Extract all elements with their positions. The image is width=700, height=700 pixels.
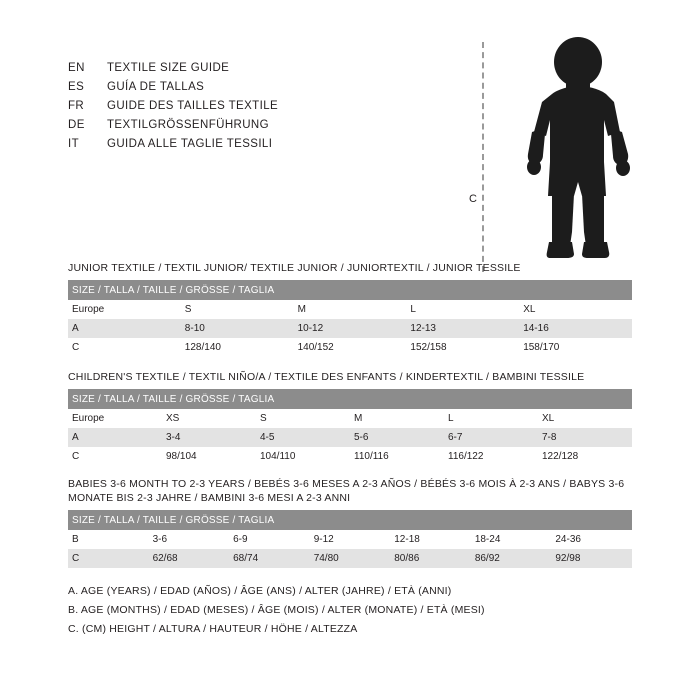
table-row — [68, 338, 632, 357]
cell: 80/86 — [390, 549, 471, 568]
babies-size-table — [68, 510, 632, 568]
section-title: BABIES 3-6 MONTH TO 2-3 YEARS / BEBÉS 3-6 MESES A 2-3 AÑOS / BÉBÉS 3-6 MOIS À 2-3 ANS / BABYS 3-6 MONATE BIS 2-3 JAHRE / BAMBINI 3-6 MESI A 2-3 ANNI — [68, 478, 625, 504]
cell: 122/128 — [538, 447, 632, 466]
cell: 12-18 — [390, 530, 471, 549]
table-row — [68, 319, 632, 338]
table-header-label: SIZE / TALLA / TAILLE / GRÖSSE / TAGLIA — [68, 389, 632, 409]
cell: S — [256, 409, 350, 428]
table-row — [68, 428, 632, 447]
cell: 24-36 — [551, 530, 632, 549]
table-header-row — [68, 280, 632, 300]
cell: 140/152 — [294, 338, 407, 357]
section-title: JUNIOR TEXTILE / TEXTIL JUNIOR/ TEXTILE JUNIOR / JUNIORTEXTIL / JUNIOR TESSILE — [68, 262, 521, 274]
cell: 62/68 — [149, 549, 230, 568]
cell: 86/92 — [471, 549, 552, 568]
row-label: Europe — [68, 409, 162, 428]
language-list — [68, 62, 278, 157]
legend-line-c: C. (CM) HEIGHT / ALTURA / HAUTEUR / HÖHE / ALTEZZA — [68, 623, 358, 635]
language-label: GUIDE DES TAILLES TEXTILE — [107, 100, 279, 112]
cell: 152/158 — [406, 338, 519, 357]
cell: 3-6 — [149, 530, 230, 549]
cell: L — [406, 300, 519, 319]
cell: L — [444, 409, 538, 428]
table-row — [68, 409, 632, 428]
table-header-label: SIZE / TALLA / TAILLE / GRÖSSE / TAGLIA — [68, 510, 632, 530]
language-row — [68, 100, 278, 119]
height-label-c: C — [469, 193, 477, 205]
cell: M — [294, 300, 407, 319]
cell: 3-4 — [162, 428, 256, 447]
language-label: GUIDA ALLE TAGLIE TESSILI — [107, 138, 273, 150]
cell: 14-16 — [519, 319, 632, 338]
cell: 8-10 — [181, 319, 294, 338]
legend-block — [68, 582, 485, 639]
language-label: TEXTILE SIZE GUIDE — [107, 62, 230, 74]
cell: 4-5 — [256, 428, 350, 447]
height-measure-figure — [460, 36, 660, 266]
row-label: C — [68, 447, 162, 466]
cell: XL — [538, 409, 632, 428]
language-code: EN — [68, 62, 85, 74]
row-label: C — [68, 549, 149, 568]
junior-size-table — [68, 280, 632, 357]
cell: 104/110 — [256, 447, 350, 466]
height-dashed-line — [482, 42, 484, 272]
children-size-table — [68, 389, 632, 466]
section-children-textile — [68, 370, 632, 466]
table-row — [68, 549, 632, 568]
cell: 74/80 — [310, 549, 391, 568]
row-label: B — [68, 530, 149, 549]
language-row — [68, 138, 278, 157]
cell: 92/98 — [551, 549, 632, 568]
cell: 12-13 — [406, 319, 519, 338]
cell: 116/122 — [444, 447, 538, 466]
cell: S — [181, 300, 294, 319]
table-header-label: SIZE / TALLA / TAILLE / GRÖSSE / TAGLIA — [68, 280, 632, 300]
cell: 98/104 — [162, 447, 256, 466]
cell: 68/74 — [229, 549, 310, 568]
table-header-row — [68, 389, 632, 409]
cell: 6-7 — [444, 428, 538, 447]
cell: 9-12 — [310, 530, 391, 549]
language-code: FR — [68, 100, 85, 112]
cell: 110/116 — [350, 447, 444, 466]
table-row — [68, 300, 632, 319]
cell: M — [350, 409, 444, 428]
cell: 5-6 — [350, 428, 444, 447]
row-label: Europe — [68, 300, 181, 319]
language-code: DE — [68, 119, 85, 131]
section-title: CHILDREN'S TEXTILE / TEXTIL NIÑO/A / TEXTILE DES ENFANTS / KINDERTEXTIL / BAMBINI TESSILE — [68, 371, 585, 383]
table-row — [68, 530, 632, 549]
cell: 128/140 — [181, 338, 294, 357]
language-code: IT — [68, 138, 80, 150]
cell: XL — [519, 300, 632, 319]
row-label: C — [68, 338, 181, 357]
table-header-row — [68, 510, 632, 530]
language-row — [68, 81, 278, 100]
language-row — [68, 119, 278, 138]
child-silhouette-icon — [516, 36, 646, 262]
language-label: TEXTILGRÖSSENFÜHRUNG — [107, 119, 269, 131]
language-label: GUÍA DE TALLAS — [107, 81, 205, 93]
legend-line-a: A. AGE (YEARS) / EDAD (AÑOS) / ÂGE (ANS) / ALTER (JAHRE) / ETÀ (ANNI) — [68, 585, 452, 597]
table-row — [68, 447, 632, 466]
row-label: A — [68, 319, 181, 338]
legend-line-b: B. AGE (MONTHS) / EDAD (MESES) / ÂGE (MOIS) / ALTER (MONATE) / ETÀ (MESI) — [68, 604, 485, 616]
cell: 158/170 — [519, 338, 632, 357]
section-junior-textile — [68, 261, 632, 357]
cell: 6-9 — [229, 530, 310, 549]
language-row — [68, 62, 278, 81]
cell: 10-12 — [294, 319, 407, 338]
cell: 7-8 — [538, 428, 632, 447]
language-code: ES — [68, 81, 85, 93]
cell: 18-24 — [471, 530, 552, 549]
row-label: A — [68, 428, 162, 447]
section-babies-textile — [68, 477, 632, 568]
cell: XS — [162, 409, 256, 428]
